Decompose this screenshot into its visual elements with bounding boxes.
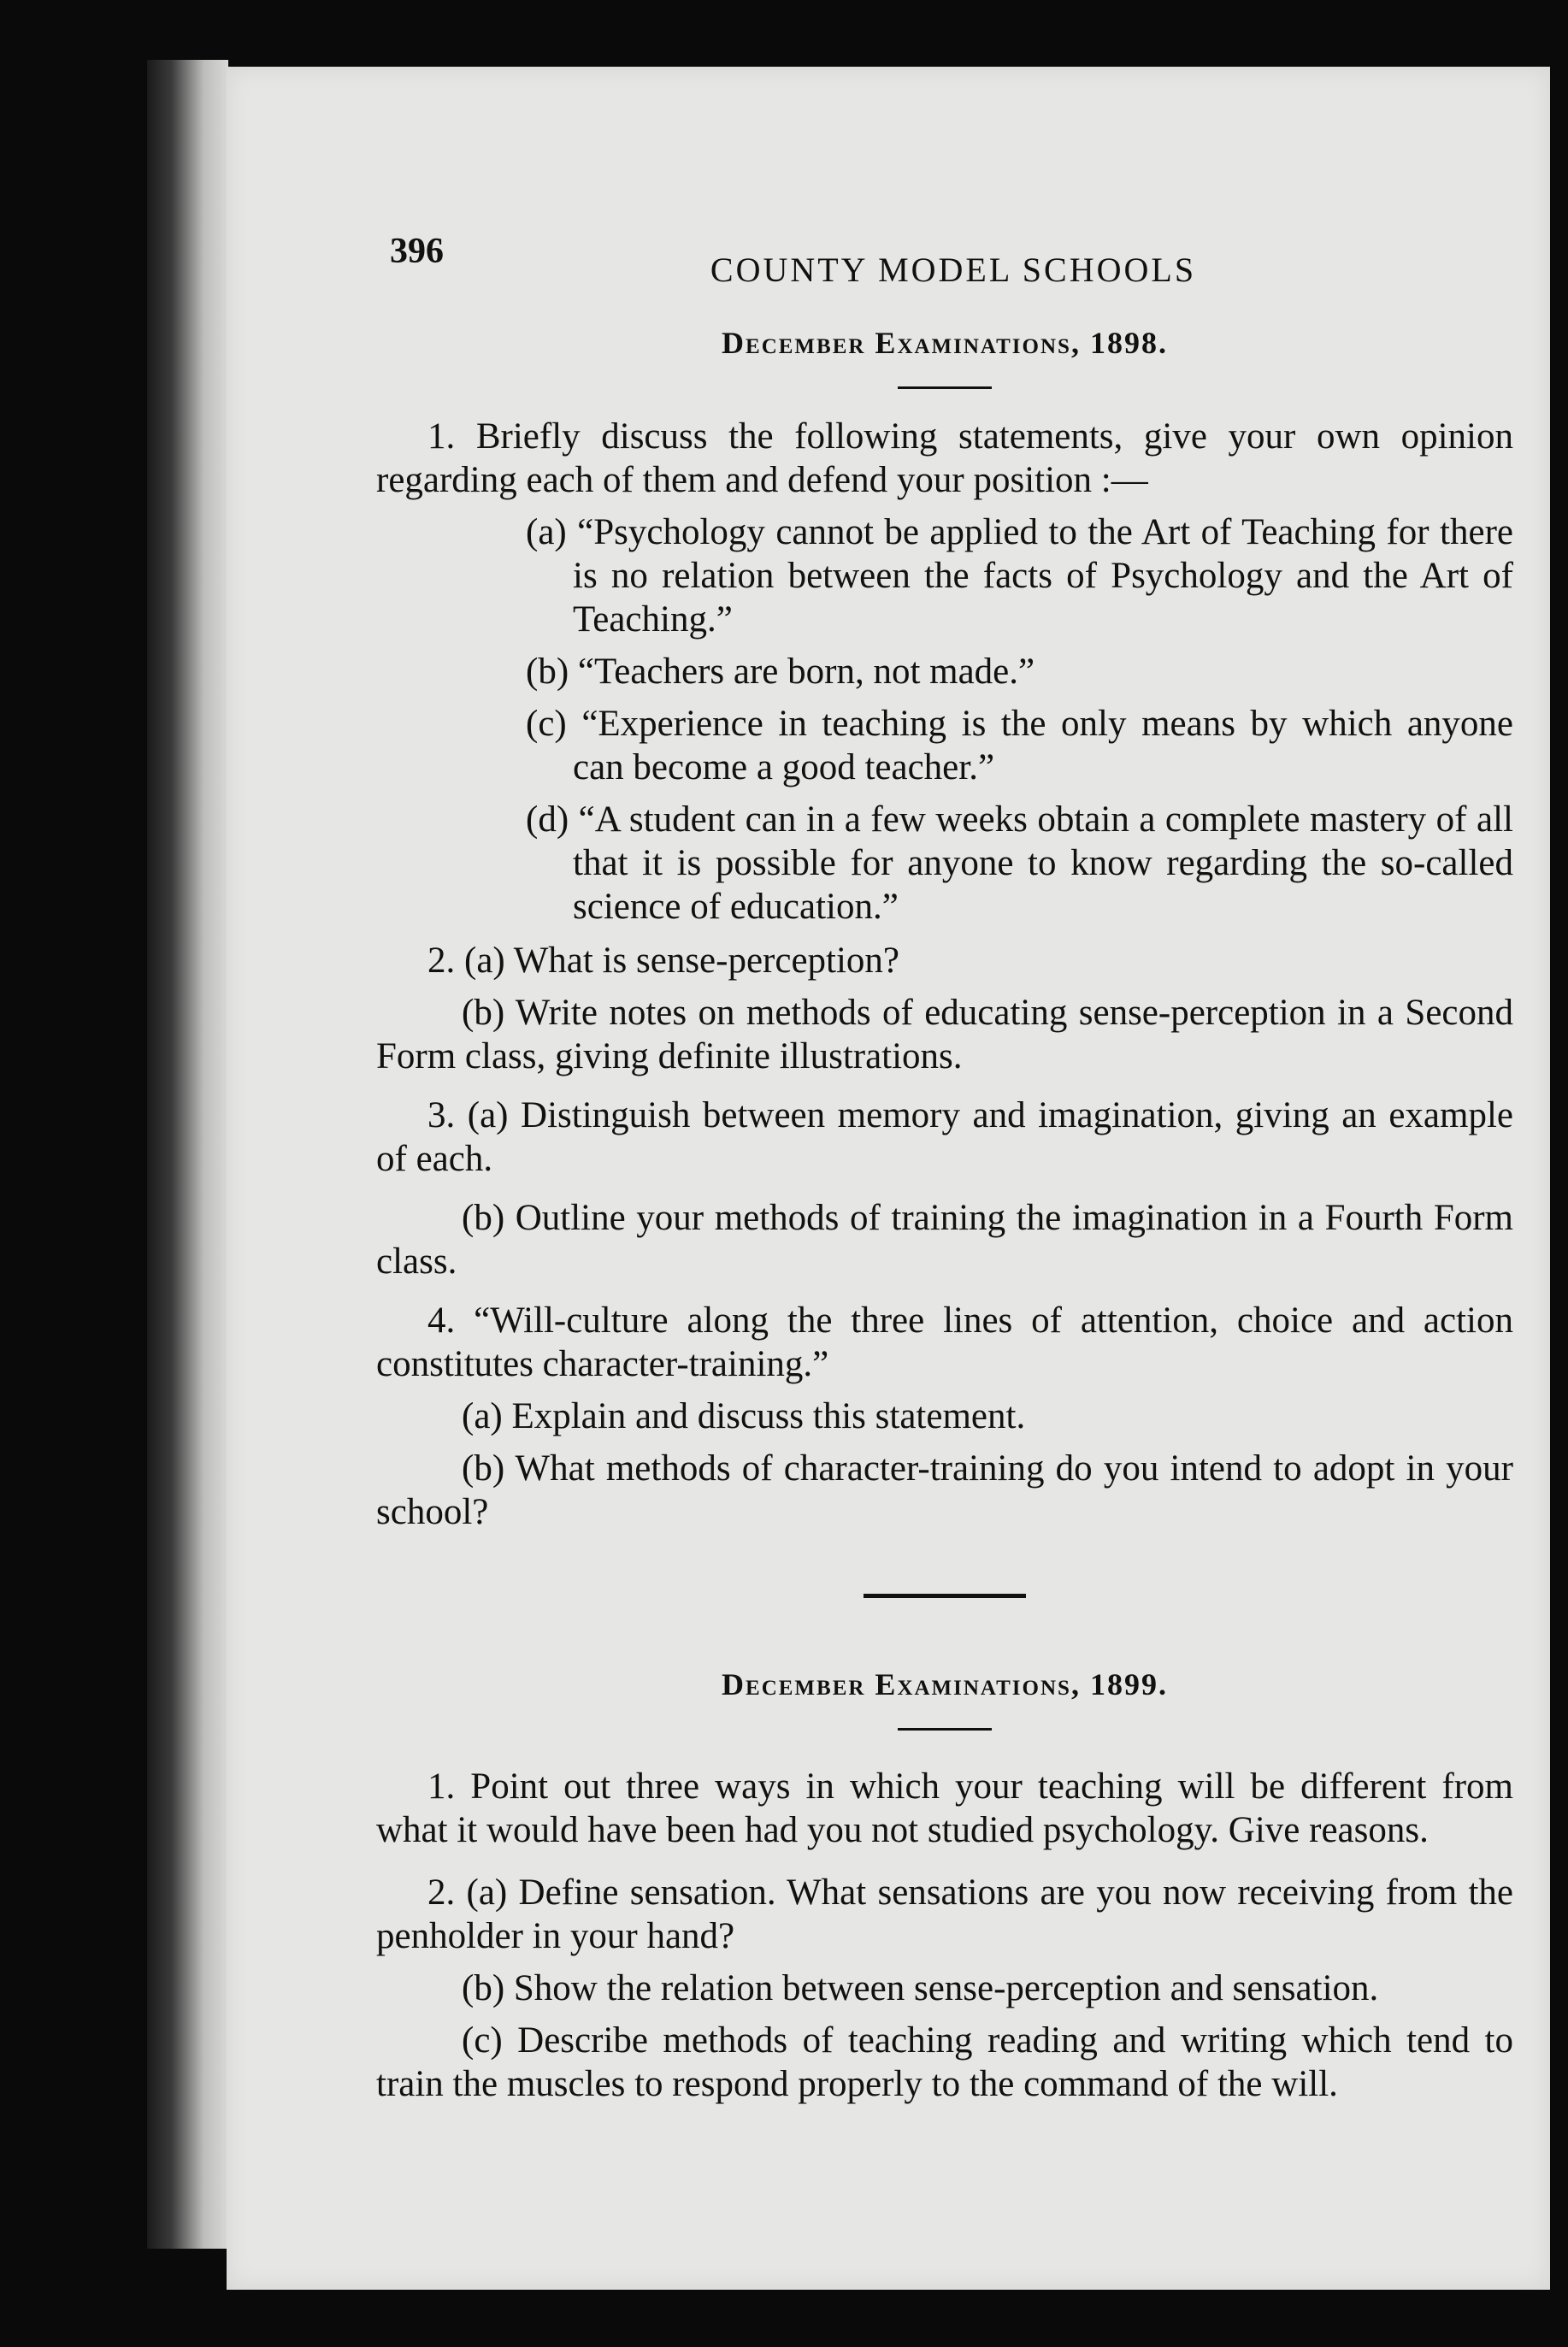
divider-long: [864, 1594, 1026, 1598]
running-title: COUNTY MODEL SCHOOLS: [710, 251, 1197, 289]
section-heading-1898: December Examinations, 1898.: [722, 326, 1168, 360]
question-1b: (b) “Teachers are born, not made.”: [526, 652, 1035, 692]
page-number: 396: [390, 232, 444, 271]
question-1899-2a: 2. (a) Define sensation. What sensations are you now receiving from the penholder in your hand?: [376, 1872, 1513, 1956]
question-2a: 2. (a) What is sense-perception?: [427, 941, 900, 981]
question-3b: (b) Outline your methods of training the imagination in a Fourth Form class.: [376, 1198, 1513, 1282]
question-1a: (a) “Psychology cannot be applied to the Art of Teaching for there is no relation between the facts of Psychology and the Art of Teaching.”: [526, 512, 1513, 640]
question-1899-2c: (c) Describe methods of teaching reading and writing which tend to train the muscles to respond properly to the command of the will.: [376, 2020, 1513, 2104]
page-gutter: [147, 60, 228, 2249]
question-1d: (d) “A student can in a few weeks obtain a complete mastery of all that it is possible for anyone to know regarding the so-called science of education.”: [526, 799, 1513, 927]
question-2b: (b) Write notes on methods of educating sense-perception in a Second Form class, giving definite illustrations.: [376, 993, 1513, 1076]
section-heading-1899: December Examinations, 1899.: [722, 1667, 1168, 1701]
divider-short: [898, 386, 992, 389]
running-head: [376, 231, 1513, 299]
divider-short-2: [898, 1728, 992, 1731]
question-1899-1: 1. Point out three ways in which your teaching will be different from what it would have been had you not studied psychology. Give reasons.: [376, 1766, 1513, 1850]
question-4a: (a) Explain and discuss this statement.: [462, 1396, 1026, 1436]
question-3a: 3. (a) Distinguish between memory and imagination, giving an example of each.: [376, 1095, 1513, 1179]
question-1c: (c) “Experience in teaching is the only means by which anyone can become a good teacher.”: [526, 704, 1513, 787]
page-content: [376, 231, 1513, 2114]
question-4-stem: 4. “Will-culture along the three lines of attention, choice and action constitutes character-training.”: [376, 1300, 1513, 1384]
question-1899-2b: (b) Show the relation between sense-perception and sensation.: [462, 1968, 1379, 2008]
question-4b: (b) What methods of character-training do you intend to adopt in your school?: [376, 1448, 1513, 1532]
question-1-stem: 1. Briefly discuss the following statements, give your own opinion regarding each of them and defend your position :—: [376, 416, 1513, 500]
